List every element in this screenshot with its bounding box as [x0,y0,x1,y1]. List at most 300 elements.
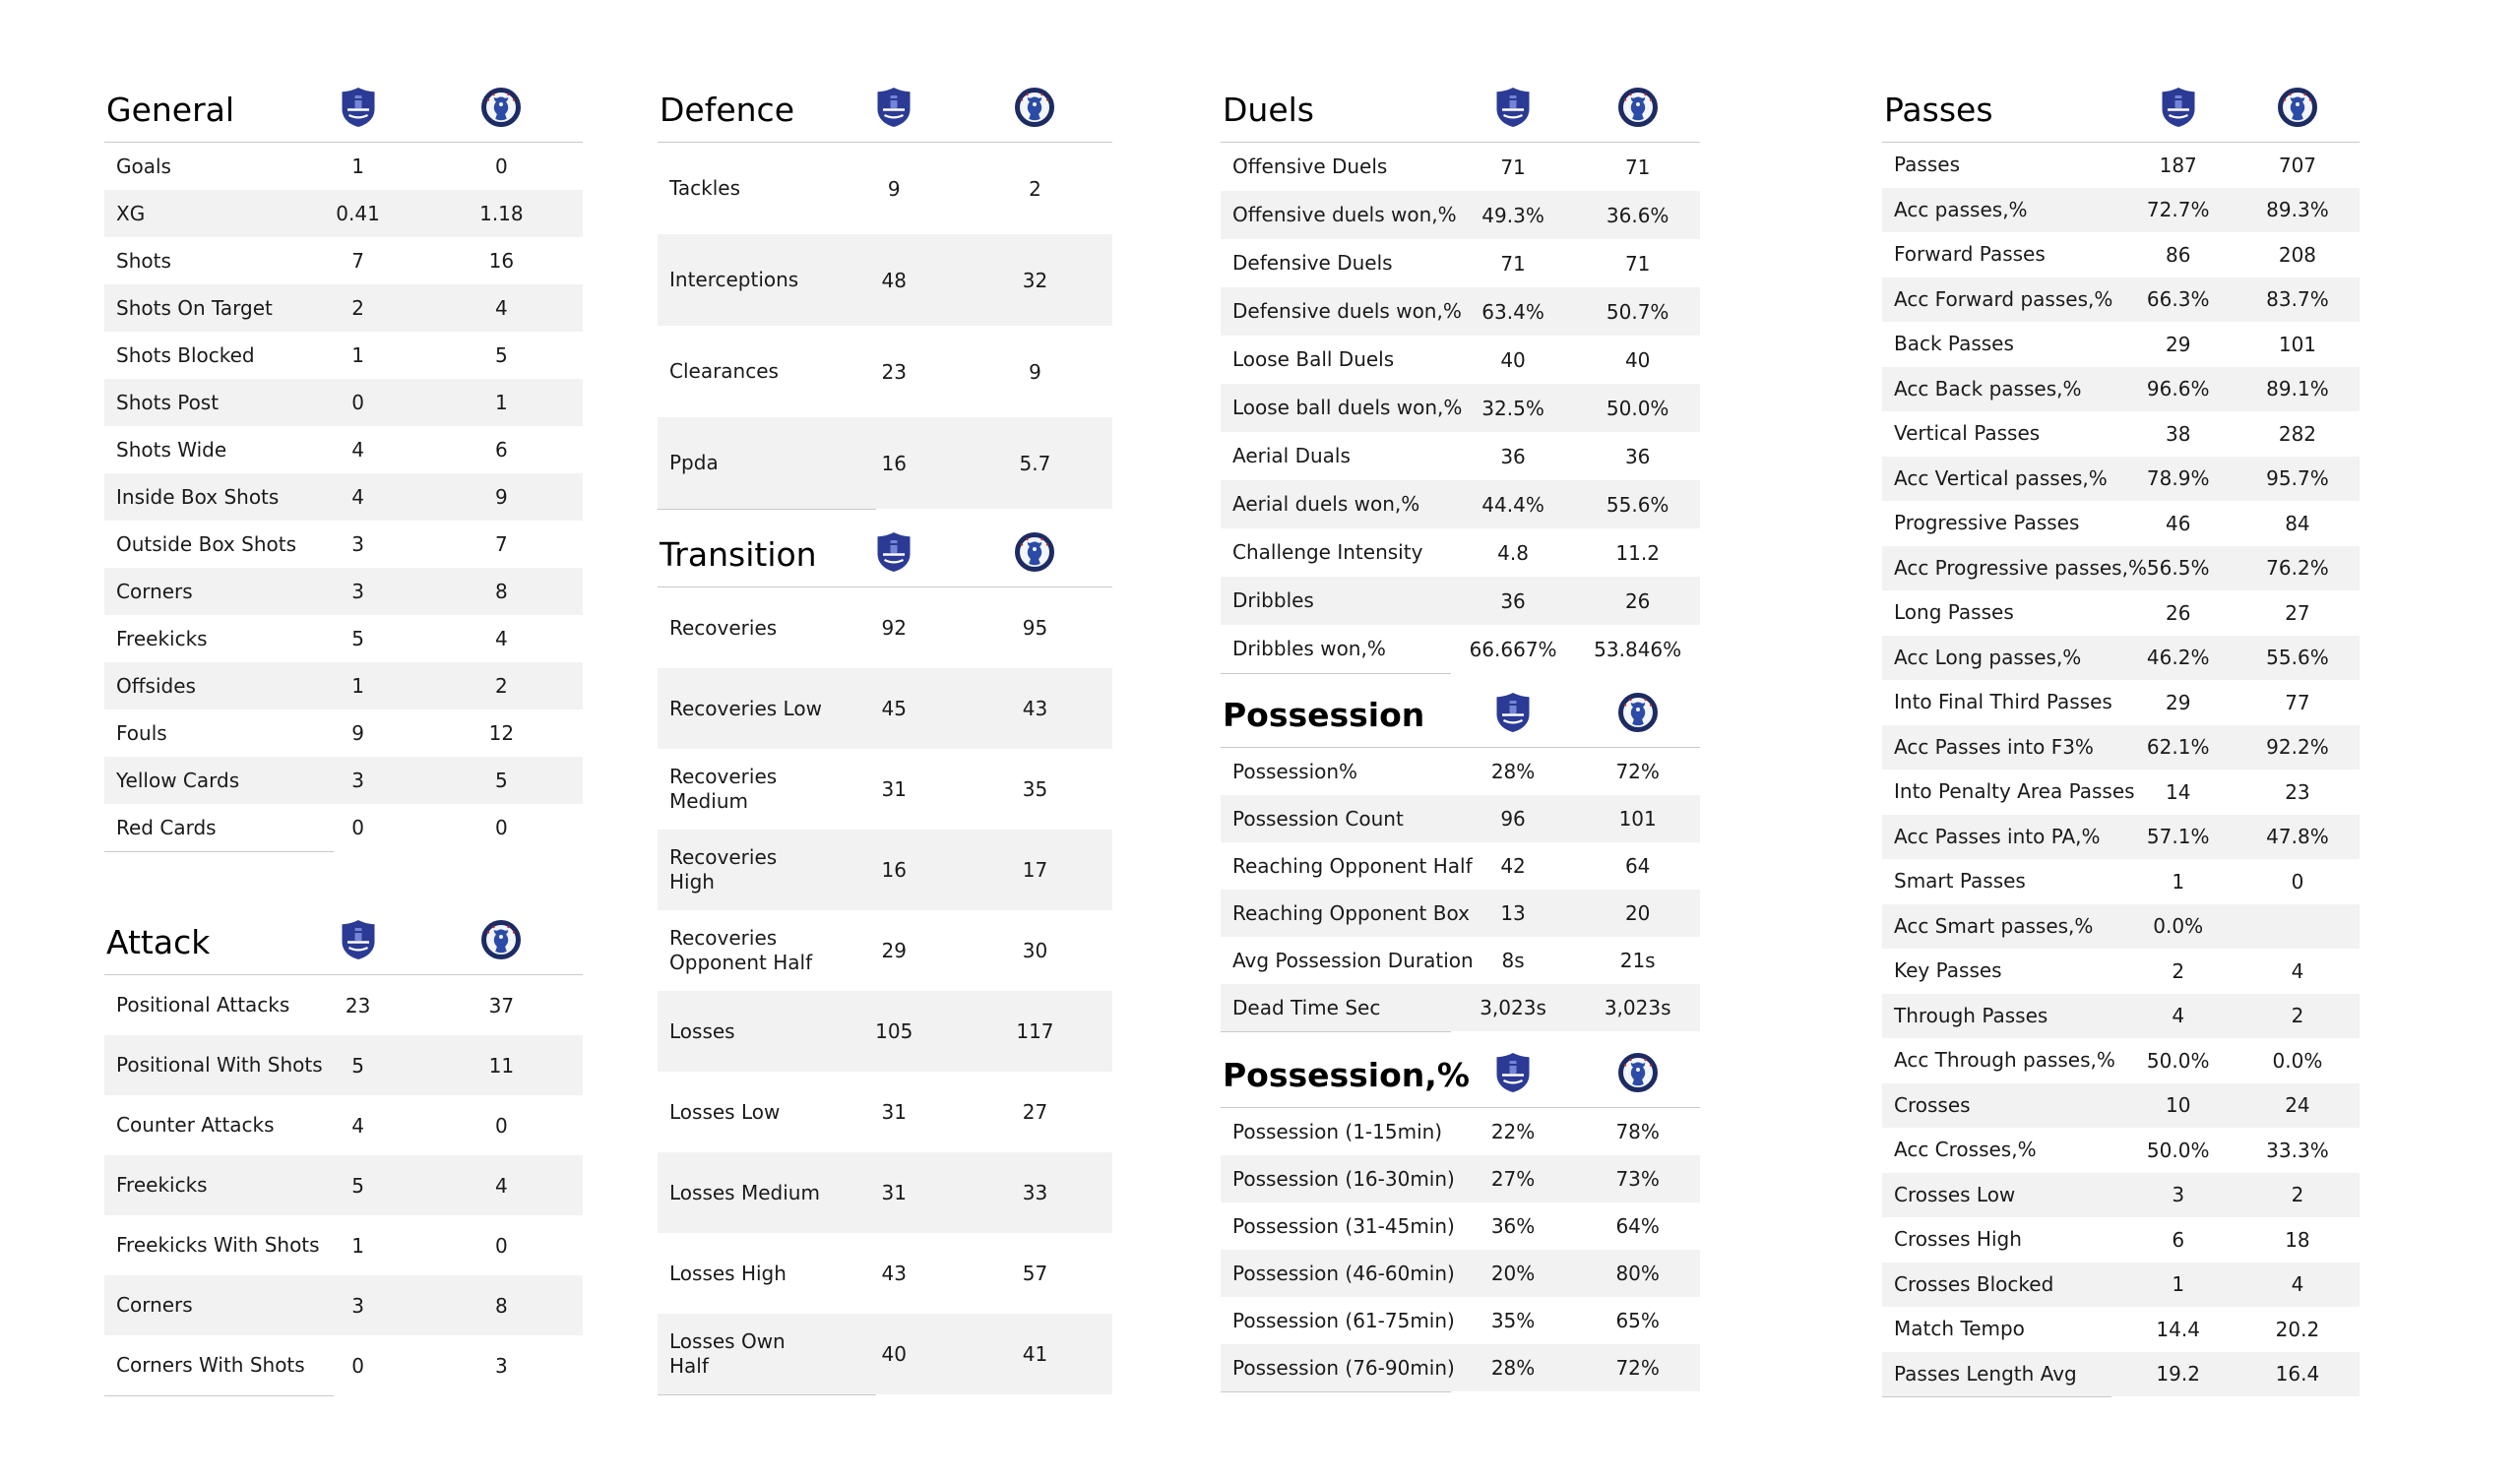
metric-label: Losses Own Half [669,1329,786,1378]
section-bottom-rule [1221,1031,1451,1032]
metric-label: Acc Through passes,% [1894,1048,2115,1073]
section-header-general [104,77,583,143]
table-row [1882,232,2360,278]
table-row [658,830,1112,910]
away-team-logo-cell [2236,88,2360,131]
home-value: 48 [881,268,907,292]
away-value: 89.1% [2266,377,2329,401]
metric-label: Acc Back passes,% [1894,376,2082,401]
chelsea-crest-icon [1618,88,1658,131]
away-value: 6 [495,438,508,462]
metric-label: Ppda [669,451,719,474]
section-possession_pct [1221,1042,1700,1392]
home-value: 0.0% [2153,914,2204,939]
away-value: 117 [1016,1019,1054,1043]
home-value: 4 [351,485,364,509]
home-value: 10 [2165,1093,2191,1118]
away-value: 84 [2285,511,2310,535]
table-row [104,804,583,851]
home-value: 31 [881,1100,907,1124]
section-header-duels [1221,77,1700,143]
metric-label: Acc Crosses,% [1894,1138,2037,1162]
home-value: 49.3% [1481,203,1544,227]
home-team-logo-cell [831,531,958,577]
metric-label: Corners [116,1293,193,1317]
away-value: 18 [2285,1227,2310,1252]
table-row [658,587,1112,668]
metric-label: Freekicks [116,1173,208,1197]
away-value: 4 [495,1173,508,1198]
table-row [658,1072,1112,1152]
table-row [104,521,583,568]
stats-column-2 [658,77,1112,1395]
away-value: 2 [495,674,508,698]
table-row [1221,528,1700,577]
away-value: 76.2% [2266,556,2329,581]
table-row [104,284,583,332]
home-value: 1 [351,343,364,367]
table-row [1882,188,2360,233]
home-value: 0 [351,1353,364,1378]
section-defence [658,77,1112,510]
metric-label: Counter Attacks [116,1113,275,1137]
section-bottom-rule [104,851,334,852]
away-value: 0 [2291,869,2304,894]
home-value: 27% [1490,1167,1536,1191]
home-value: 43 [881,1262,907,1285]
metric-label: Recoveries Opponent Half [669,926,813,974]
home-value: 2 [2172,958,2185,983]
away-value: 11 [488,1053,515,1078]
section-header-transition [658,522,1112,587]
table-row [1882,367,2360,412]
home-value: 28% [1490,760,1536,783]
away-value: 5.7 [1019,451,1051,475]
metric-label: Acc Long passes,% [1894,645,2082,669]
metric-label: Offensive duels won,% [1232,203,1457,226]
table-row [1882,1217,2360,1263]
table-row [1882,1083,2360,1129]
home-value: 36 [1500,444,1526,468]
metric-label: Losses Medium [669,1180,820,1204]
away-value: 50.0% [1606,396,1670,420]
table-row [1882,904,2360,950]
home-team-logo-cell [295,919,419,964]
metric-label: Avg Possession Duration [1232,948,1474,972]
table-row [1221,577,1700,625]
home-value: 71 [1500,251,1526,276]
home-team-logo-cell [1451,1052,1576,1097]
home-value: 5 [351,1173,364,1198]
home-value: 50.0% [2146,1138,2210,1162]
table-row [1221,748,1700,795]
home-value: 42 [1500,854,1526,878]
table-row [1882,411,2360,457]
table-row [658,143,1112,234]
table-row [104,1095,583,1155]
metric-label: Positional With Shots [116,1053,323,1077]
away-value: 0.0% [2272,1048,2323,1073]
home-value: 29 [2165,332,2191,356]
home-value: 46 [2165,511,2191,535]
away-value: 55.6% [1606,492,1670,517]
section-header-attack [104,909,583,975]
away-value: 3,023s [1604,996,1671,1019]
metric-label: Loose ball duels won,% [1232,396,1463,419]
away-value: 1 [495,391,508,414]
metric-label: Dead Time Sec [1232,995,1381,1019]
metric-label: Acc Passes into F3% [1894,734,2094,759]
metric-label: XG [116,201,146,225]
home-value: 1 [351,154,364,178]
metric-label: Crosses High [1894,1227,2022,1252]
away-value: 50.7% [1606,299,1670,324]
metric-label: Possession (16-30min) [1232,1166,1455,1191]
table-row [1221,143,1700,191]
metric-label: Shots On Target [116,295,273,320]
home-value: 14.4 [2156,1317,2200,1341]
away-value: 5 [495,343,508,367]
metric-label: Aerial duels won,% [1232,492,1420,516]
away-value: 83.7% [2266,287,2329,312]
table-row [104,190,583,237]
metric-label: Forward Passes [1894,242,2046,267]
away-value: 65% [1615,1309,1660,1332]
metric-label: Possession Count [1232,806,1404,831]
home-value: 63.4% [1481,299,1544,324]
away-value: 36 [1624,444,1651,468]
home-value: 45 [881,697,907,720]
section-duels [1221,77,1700,674]
away-value: 64% [1615,1214,1660,1238]
table-row [658,668,1112,749]
stats-column-4 [1882,77,2360,1397]
home-value: 4 [2172,1004,2185,1028]
section-bottom-rule [658,509,876,510]
away-value: 17 [1022,858,1048,882]
section-bottom-rule [1221,1391,1451,1392]
table-row [1221,984,1700,1031]
table-row [1882,546,2360,591]
home-value: 1 [2172,1272,2185,1297]
home-value: 4 [351,1113,364,1138]
section-header-passes [1882,77,2360,143]
table-row [1221,1297,1700,1344]
table-row [1882,457,2360,502]
table-row [658,910,1112,991]
home-value: 0.41 [336,202,380,225]
home-value: 44.4% [1481,492,1544,517]
table-row [1882,322,2360,367]
table-row [104,1155,583,1215]
metric-label: Outside Box Shots [116,531,296,556]
home-value: 14 [2165,779,2191,804]
home-value: 187 [2159,153,2197,177]
home-value: 6 [2172,1227,2185,1252]
metric-label: Loose Ball Duels [1232,347,1395,371]
stats-column-3 [1221,77,1700,1392]
home-value: 3 [2172,1183,2185,1207]
metric-label: Yellow Cards [116,768,240,792]
table-row [1882,1307,2360,1352]
away-value: 9 [1029,359,1041,384]
section-transition [658,522,1112,1395]
home-value: 26 [2165,600,2191,625]
section-bottom-rule [1882,1396,2111,1397]
metric-label: Recoveries Medium [669,765,778,813]
metric-label: Freekicks With Shots [116,1233,320,1257]
home-value: 71 [1500,154,1526,179]
away-value: 11.2 [1615,540,1660,565]
away-value: 41 [1022,1342,1048,1366]
table-row [104,568,583,615]
table-row [104,757,583,804]
metric-label: Acc Progressive passes,% [1894,555,2147,580]
away-value: 43 [1022,697,1048,720]
metric-label: Reaching Opponent Box [1232,900,1470,925]
table-row [104,662,583,709]
section-bottom-rule [658,1394,876,1395]
away-value: 33.3% [2266,1138,2329,1162]
metric-label: Crosses Low [1894,1182,2016,1206]
everton-crest-icon [1494,87,1532,132]
home-value: 40 [881,1342,907,1366]
section-header-defence [658,77,1112,143]
away-value: 72% [1615,1356,1660,1380]
away-value: 78% [1615,1120,1660,1143]
table-row [658,234,1112,326]
home-team-logo-cell [831,87,958,132]
table-row [658,1314,1112,1394]
metric-label: Freekicks [116,626,208,650]
away-team-logo-cell [958,532,1112,576]
home-team-logo-cell [295,87,419,132]
away-value: 0 [495,1113,508,1138]
away-value: 3 [495,1353,508,1378]
section-bottom-rule [104,1395,334,1396]
away-value: 4 [495,627,508,650]
home-value: 62.1% [2146,735,2210,760]
home-value: 1 [2172,869,2185,894]
metric-label: Progressive Passes [1894,511,2080,535]
home-value: 23 [345,993,371,1018]
home-value: 92 [881,616,907,640]
stats-column-1 [104,77,583,1396]
away-value: 23 [2285,779,2310,804]
away-value: 27 [2285,600,2310,625]
home-value: 3 [351,532,364,556]
metric-label: Acc passes,% [1894,197,2028,221]
metric-label: Reaching Opponent Half [1232,853,1473,878]
table-row [104,332,583,379]
metric-label: Shots Blocked [116,342,255,367]
table-row [1882,949,2360,994]
everton-crest-icon [875,87,913,132]
away-value: 64 [1624,854,1651,878]
chelsea-crest-icon [1618,693,1658,736]
away-value: 53.846% [1594,637,1682,661]
away-value: 1.18 [479,202,524,225]
metric-label: Corners With Shots [116,1353,305,1377]
table-row [1221,384,1700,432]
home-value: 16 [881,858,907,882]
away-value: 9 [495,485,508,509]
away-value: 12 [488,721,515,745]
table-row [1221,890,1700,937]
home-value: 7 [351,249,364,273]
metric-label: Into Penalty Area Passes [1894,779,2135,804]
table-row [1221,795,1700,842]
away-value: 208 [2278,242,2317,267]
home-value: 66.667% [1469,637,1557,661]
everton-crest-icon [340,919,377,964]
metric-label: Possession (46-60min) [1232,1261,1455,1285]
home-value: 29 [2165,690,2191,714]
chelsea-crest-icon [481,88,521,131]
away-value: 37 [488,993,515,1018]
table-row [1882,680,2360,725]
table-row [1221,842,1700,890]
metric-label: Possession (61-75min) [1232,1308,1455,1332]
metric-label: Clearances [669,359,779,383]
chelsea-crest-icon [481,920,521,963]
home-value: 72.7% [2146,198,2210,222]
metric-label: Long Passes [1894,600,2014,625]
away-value: 35 [1022,777,1048,801]
away-value: 101 [1618,807,1657,831]
everton-crest-icon [875,531,913,577]
table-row [104,473,583,521]
away-value: 89.3% [2266,198,2329,222]
home-value: 36% [1490,1214,1536,1238]
away-value: 2 [2291,1183,2304,1207]
table-row [104,1275,583,1335]
away-value: 77 [2285,690,2310,714]
table-row [1221,480,1700,528]
table-row [658,991,1112,1072]
metric-label: Back Passes [1894,332,2014,356]
home-value: 1 [351,1233,364,1258]
chelsea-crest-icon [1618,1053,1658,1096]
section-title: Defence [660,90,794,129]
table-row [1882,815,2360,860]
table-row [1221,191,1700,239]
home-value: 3,023s [1480,996,1546,1019]
everton-crest-icon [1494,692,1532,737]
away-team-logo-cell [958,88,1112,131]
away-value: 16 [488,249,515,273]
everton-crest-icon [340,87,377,132]
table-row [104,615,583,662]
metric-label: Offsides [116,673,196,698]
section-header-possession_pct [1221,1042,1700,1108]
metric-label: Match Tempo [1894,1317,2025,1341]
home-value: 31 [881,1181,907,1204]
metric-label: Losses High [669,1261,787,1285]
home-value: 9 [351,721,364,745]
table-row [1882,859,2360,904]
home-team-logo-cell [2121,87,2236,132]
table-row [1882,1173,2360,1218]
away-value: 30 [1022,939,1048,962]
metric-label: Smart Passes [1894,869,2026,894]
away-value: 2 [2291,1004,2304,1028]
table-row [658,749,1112,830]
home-value: 96 [1500,807,1526,831]
away-value: 0 [495,1233,508,1258]
table-row [1882,278,2360,323]
away-value: 4 [495,296,508,320]
home-value: 4 [351,438,364,462]
metric-label: Red Cards [116,815,217,839]
table-row [1882,1038,2360,1083]
metric-label: Recoveries Low [669,696,822,720]
metric-label: Possession (31-45min) [1232,1213,1455,1238]
table-row [104,143,583,190]
table-row [1882,725,2360,771]
away-value: 71 [1624,154,1651,179]
metric-label: Interceptions [669,268,799,291]
metric-label: Possession% [1232,759,1358,783]
home-value: 8s [1501,949,1525,972]
metric-label: Possession (1-15min) [1232,1119,1443,1143]
table-row [1221,239,1700,287]
metric-label: Acc Vertical passes,% [1894,465,2108,490]
away-value: 71 [1624,251,1651,276]
metric-label: Possession (76-90min) [1232,1355,1455,1380]
away-value: 707 [2278,153,2317,177]
home-value: 19.2 [2156,1362,2200,1387]
metric-label: Recoveries [669,615,778,640]
home-value: 35% [1490,1309,1536,1332]
metric-label: Inside Box Shots [116,484,280,509]
away-value: 7 [495,532,508,556]
metric-label: Acc Passes into PA,% [1894,824,2101,848]
metric-label: Crosses [1894,1092,1971,1117]
home-value: 38 [2165,421,2191,446]
table-row [104,237,583,284]
away-value: 0 [495,816,508,839]
home-value: 2 [351,296,364,320]
table-row [1221,1250,1700,1297]
metric-label: Passes [1894,153,1960,177]
away-value: 27 [1022,1100,1048,1124]
away-value: 24 [2285,1093,2310,1118]
away-value: 101 [2278,332,2317,356]
home-value: 36 [1500,588,1526,613]
home-value: 23 [881,359,907,384]
table-row [1221,287,1700,336]
table-row [1882,770,2360,815]
home-value: 105 [875,1019,914,1043]
metric-label: Shots Wide [116,437,227,462]
home-value: 31 [881,777,907,801]
table-row [1882,636,2360,681]
metric-label: Acc Smart passes,% [1894,913,2094,938]
table-row [104,379,583,426]
table-row [1221,1202,1700,1250]
away-value: 72% [1615,760,1660,783]
away-value: 47.8% [2266,825,2329,849]
table-row [1882,1352,2360,1397]
away-team-logo-cell [420,920,583,963]
home-value: 3 [351,1293,364,1318]
away-value: 57 [1022,1262,1048,1285]
section-title: Attack [106,922,211,961]
away-value: 55.6% [2266,646,2329,670]
away-value: 32 [1022,268,1048,292]
away-value: 80% [1615,1262,1660,1285]
